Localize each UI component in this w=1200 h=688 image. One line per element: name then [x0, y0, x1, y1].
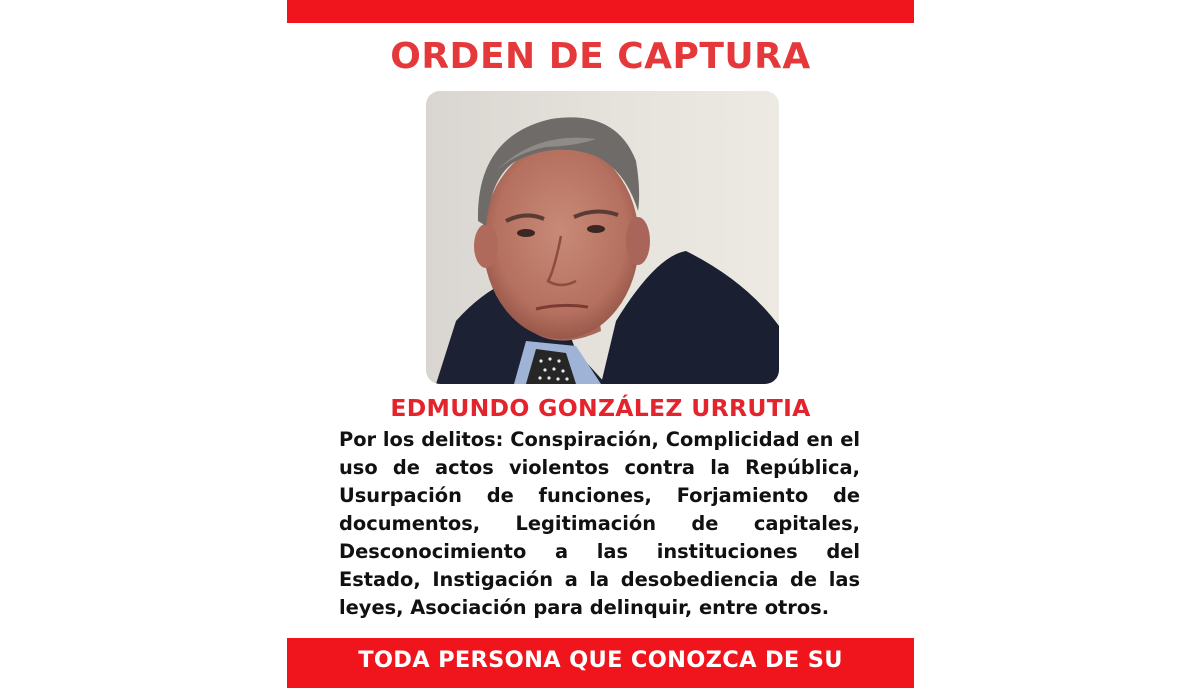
poster-subtitle: ORDEN DE CAPTURA: [390, 36, 811, 77]
wanted-person-name: EDMUNDO GONZÁLEZ URRUTIA: [390, 394, 811, 422]
bottom-banner: [287, 638, 914, 688]
portrait-photo: [426, 91, 779, 384]
bottom-banner-text: TODA PERSONA QUE CONOZCA DE SU: [358, 647, 843, 673]
wanted-poster: [287, 0, 914, 675]
portrait-illustration: [426, 91, 779, 384]
top-banner: [287, 0, 914, 23]
charges-text: Por los delitos: Conspiración, Complicidad en el uso de actos violentos contra la República, Usurpación de funciones, Forjamiento de documentos, Legitimación de capitales, Desconocimiento a las instituciones del Estado, Instigación a la desobediencia de las leyes, Asociación para delinquir, entre otros.: [339, 428, 860, 619]
